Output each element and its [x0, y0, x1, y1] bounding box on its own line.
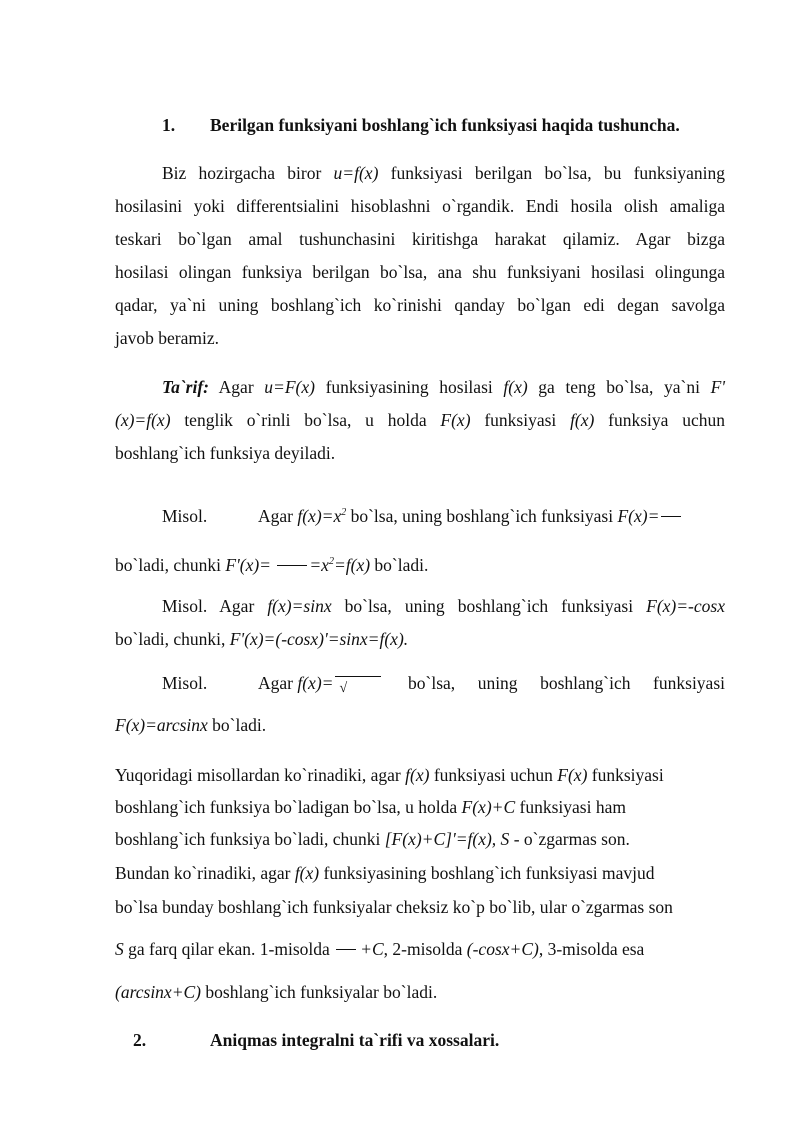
para2-line7: (arcsinx+C) boshlang`ich funksiyalar bo`ladi.	[115, 982, 438, 1002]
heading-1: Berilgan funksiyani boshlang`ich funksiyasi haqida tushuncha.	[210, 115, 680, 135]
example2-line1: Misol. Agar f(x)=sinx bo`lsa, uning boshlang`ich funksiyasi F(x)=-cosx	[162, 596, 725, 616]
example1-line1: Agar $f(x)=x^2$ bo`lsa, uning boshlang`ich funksiyasi F(x)=	[258, 506, 685, 527]
para1-line6: javob beramiz.	[115, 328, 219, 348]
example3-formula: Agar f(x)= √	[258, 673, 381, 695]
fraction-bar	[277, 565, 307, 566]
definition-line2: (x)=f(x) tenglik o`rinli bo`lsa, u holda F(x) funksiyasi f(x) funksiya uchun	[115, 410, 725, 430]
para1-line5: qadar, ya`ni uning boshlang`ich ko`rinishi qanday bo`lgan edi degan savolga	[115, 295, 725, 315]
para1-line3: teskari bo`lgan amal tushunchasini kiritishga harakat qilamiz. Agar bizga	[115, 229, 725, 249]
definition-label: Ta`rif:	[162, 377, 209, 397]
para2-line5: bo`lsa bunday boshlang`ich funksiyalar cheksiz ko`p bo`lib, ular o`zgarmas son	[115, 897, 673, 917]
heading-2-number: 2.	[133, 1030, 147, 1050]
definition-line3: boshlang`ich funksiya deyiladi.	[115, 443, 336, 463]
heading-2: Aniqmas integralni ta`rifi va xossalari.	[210, 1030, 500, 1050]
para1-line4: hosilasi olingan funksiya berilgan bo`lsa, ana shu funksiyani hosilasi olingunga	[115, 262, 725, 282]
para2-line6: S ga farq qilar ekan. 1-misolda +C, 2-misolda (-cosx+C), 3-misolda esa	[115, 939, 645, 959]
para2-line4: Bundan ko`rinadiki, agar f(x) funksiyasining boshlang`ich funksiyasi mavjud	[115, 863, 655, 883]
example1-line2: bo`ladi, chunki $F'(x)= =x^2=f(x)$ bo`ladi.	[115, 555, 429, 575]
fraction-bar	[336, 949, 356, 950]
para2-line2: boshlang`ich funksiya bo`ladigan bo`lsa, u holda F(x)+C funksiyasi ham	[115, 797, 626, 817]
heading-1-number: 1.	[162, 115, 176, 135]
example3-label: Misol.	[162, 673, 208, 693]
para1-line1: Biz hozirgacha biror u=f(x) funksiyasi berilgan bo`lsa, bu funksiyaning	[162, 163, 725, 183]
example1-label: Misol.	[162, 506, 208, 526]
definition-line1: Ta`rif: Agar u=F(x) funksiyasining hosilasi f(x) ga teng bo`lsa, ya`ni F'	[162, 377, 725, 397]
para1-line2: hosilasini yoki differentsialini hisoblashni o`rgandik. Endi hosila olish amaliga	[115, 196, 725, 216]
fraction-bar	[661, 516, 681, 517]
example2-line2: bo`ladi, chunki, F'(x)=(-cosx)'=sinx=f(x).	[115, 629, 409, 649]
example3-line2: F(x)=arcsinx bo`ladi.	[115, 715, 267, 735]
para2-line1: Yuqoridagi misollardan ko`rinadiki, agar f(x) funksiyasi uchun F(x) funksiyasi	[115, 765, 664, 785]
sqrt-symbol: √	[333, 675, 381, 695]
example3-line1-rest: bo`lsa, uning boshlang`ich funksiyasi	[408, 673, 725, 693]
para2-line3: boshlang`ich funksiya bo`ladi, chunki [F(x)+C]'=f(x), S - o`zgarmas son.	[115, 829, 630, 849]
